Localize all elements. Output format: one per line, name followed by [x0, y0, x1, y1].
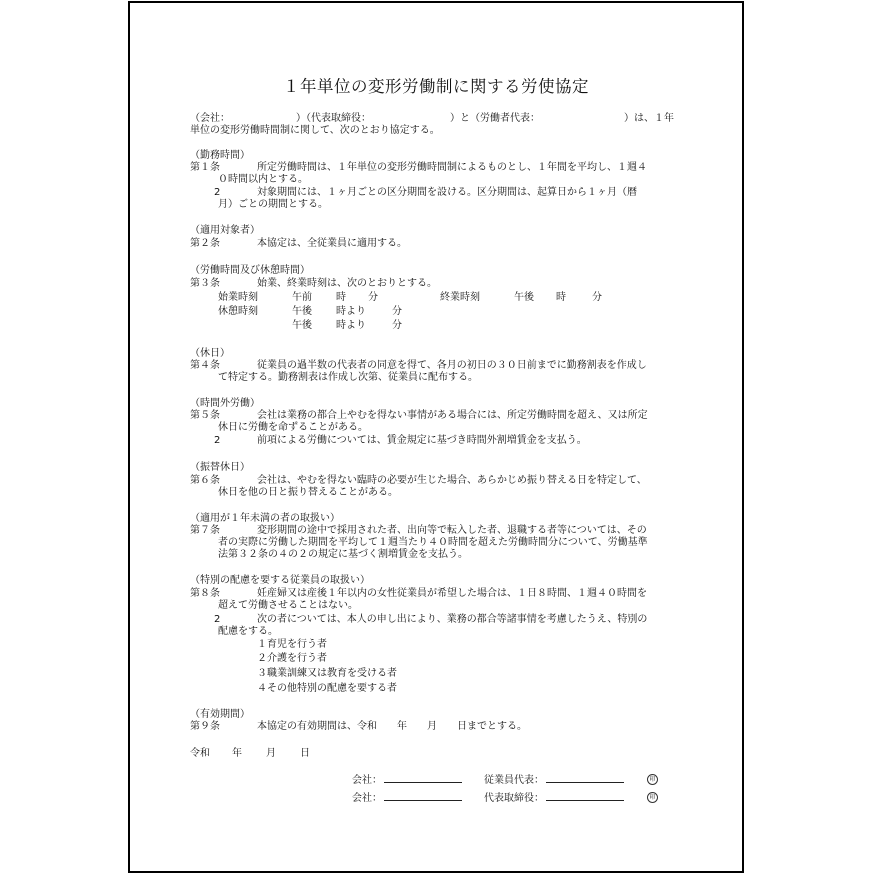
- article-label: 第８条: [190, 588, 220, 599]
- article-text: 休日を他の日と振り替えることがある。: [218, 487, 398, 498]
- end-minute: 分: [592, 292, 602, 303]
- article-text: 本協定の有効期間は、令和 年 月 日までとする。: [257, 721, 527, 732]
- section-heading: （適用が１年未満の者の取扱い）: [190, 513, 340, 524]
- date-era: 令和: [190, 748, 210, 759]
- list-item: ２介護を行う者: [257, 653, 327, 664]
- article-text: 法第３２条の４の２の規定に基づく割増賃金を支払う。: [218, 549, 468, 560]
- article-text: 前項による労働については、賃金規定に基づき時間外割増賃金を支払う。: [257, 435, 587, 446]
- article-text: 変形期間の途中で採用された者、出向等で転入した者、退職する者等については、その: [257, 525, 647, 536]
- ceo-signature: [484, 791, 624, 805]
- start-minute: 分: [368, 292, 378, 303]
- break-ampm: 午後: [292, 306, 312, 317]
- article-label: 第１条: [190, 162, 220, 173]
- end-time-label: 終業時刻: [440, 292, 480, 303]
- employee-rep-signature: [484, 773, 624, 787]
- intro-tail: ）は、１年: [624, 113, 674, 124]
- article-label: 第４条: [190, 360, 220, 371]
- section-heading: （勤務時間）: [190, 150, 250, 161]
- article-text: 次の者については、本人の申し出により、業務の都合等諸事情を考慮したうえ、特別の: [257, 614, 648, 625]
- article-text: 配慮をする。: [218, 626, 278, 637]
- document-page: [128, 1, 744, 873]
- article-text: 月）ごとの期間とする。: [218, 199, 328, 210]
- article-text: 本協定は、全従業員に適用する。: [257, 238, 407, 249]
- intro-company: （会社：: [190, 113, 230, 124]
- seal-mark: 印: [647, 792, 658, 803]
- ceo-signature-line[interactable]: [546, 791, 624, 801]
- section-heading: （適用対象者）: [190, 225, 260, 236]
- break-time-label: 休憩時刻: [218, 306, 258, 317]
- company-signature: [352, 773, 462, 787]
- paragraph-number: 2: [214, 614, 221, 625]
- seal-mark: 印: [647, 774, 658, 785]
- document-title: １年単位の変形労働制に関する労使協定: [283, 77, 589, 96]
- article-label: 第６条: [190, 475, 220, 486]
- article-text: 会社は、やむを得ない臨時の必要が生じた場合、あらかじめ振り替える日を特定して、: [257, 475, 647, 486]
- intro-worker-rep: ）と（労働者代表：: [450, 113, 540, 124]
- section-heading: （有効期間）: [190, 709, 250, 720]
- end-ampm: 午後: [514, 292, 534, 303]
- article-text: 従業員の過半数の代表者の同意を得て、各月の初日の３０日前までに勤務割表を作成し: [257, 360, 647, 371]
- article-text: て特定する。勤務割表は作成し次第、従業員に配布する。: [218, 372, 478, 383]
- article-label: 第９条: [190, 721, 220, 732]
- article-label: 第５条: [190, 410, 220, 421]
- article-text: 休日に労働を命ずることがある。: [218, 422, 368, 433]
- start-time-label: 始業時刻: [218, 292, 258, 303]
- employee-rep-label: 従業員代表：: [484, 775, 544, 786]
- paragraph-number: 2: [214, 187, 221, 198]
- paragraph-number: 2: [214, 435, 221, 446]
- article-text: 者の実際に労働した期間を平均して１週当たり４０時間を超えた労働時間分について、労働基準: [218, 537, 648, 548]
- date-month: 月: [266, 748, 276, 759]
- break-minute: 分: [392, 306, 402, 317]
- employee-rep-signature-line[interactable]: [546, 773, 624, 783]
- company-signature: [352, 791, 462, 805]
- article-text: 超えて労働させることはない。: [218, 600, 358, 611]
- company-label: 会社：: [352, 793, 382, 804]
- list-item: ３職業訓練又は教育を受ける者: [257, 668, 397, 679]
- list-item: ４その他特別の配慮を要する者: [257, 683, 397, 694]
- article-label: 第７条: [190, 525, 220, 536]
- end-hour: 時: [556, 292, 566, 303]
- section-heading: （特別の配慮を要する従業員の取扱い）: [190, 575, 370, 586]
- section-heading: （振替休日）: [190, 462, 250, 473]
- company-signature-line[interactable]: [384, 773, 462, 783]
- article-text: 所定労働時間は、１年単位の変形労働時間制によるものとし、１年間を平均し、１週４: [257, 162, 647, 173]
- date-day: 日: [300, 748, 310, 759]
- break-from-hour: 時より: [336, 306, 366, 317]
- break-minute: 分: [392, 320, 402, 331]
- ceo-label: 代表取締役：: [484, 793, 544, 804]
- break-ampm: 午後: [292, 320, 312, 331]
- start-ampm: 午前: [292, 292, 312, 303]
- start-hour: 時: [336, 292, 346, 303]
- article-text: ０時間以内とする。: [218, 174, 308, 185]
- company-label: 会社：: [352, 775, 382, 786]
- section-heading: （労働時間及び休憩時間）: [190, 265, 310, 276]
- company-signature-line[interactable]: [384, 791, 462, 801]
- article-text: 会社は業務の都合上やむを得ない事情がある場合には、所定労働時間を超え、又は所定: [257, 410, 648, 421]
- break-to-hour: 時より: [336, 320, 366, 331]
- section-heading: （休日）: [190, 348, 230, 359]
- article-label: 第３条: [190, 278, 220, 289]
- article-text: 始業、終業時刻は、次のとおりとする。: [257, 278, 437, 289]
- article-label: 第２条: [190, 238, 220, 249]
- list-item: １育児を行う者: [257, 639, 327, 650]
- intro-line2: 単位の変形労働時間制に関して、次のとおり協定する。: [190, 125, 440, 136]
- date-year: 年: [232, 748, 242, 759]
- article-text: 対象期間には、１ヶ月ごとの区分期間を設ける。区分期間は、起算日から１ヶ月（暦: [257, 187, 637, 198]
- article-text: 妊産婦又は産後１年以内の女性従業員が希望した場合は、１日８時間、１週４０時間を: [257, 588, 647, 599]
- section-heading: （時間外労働）: [190, 398, 260, 409]
- intro-ceo: ）（代表取締役：: [296, 113, 371, 124]
